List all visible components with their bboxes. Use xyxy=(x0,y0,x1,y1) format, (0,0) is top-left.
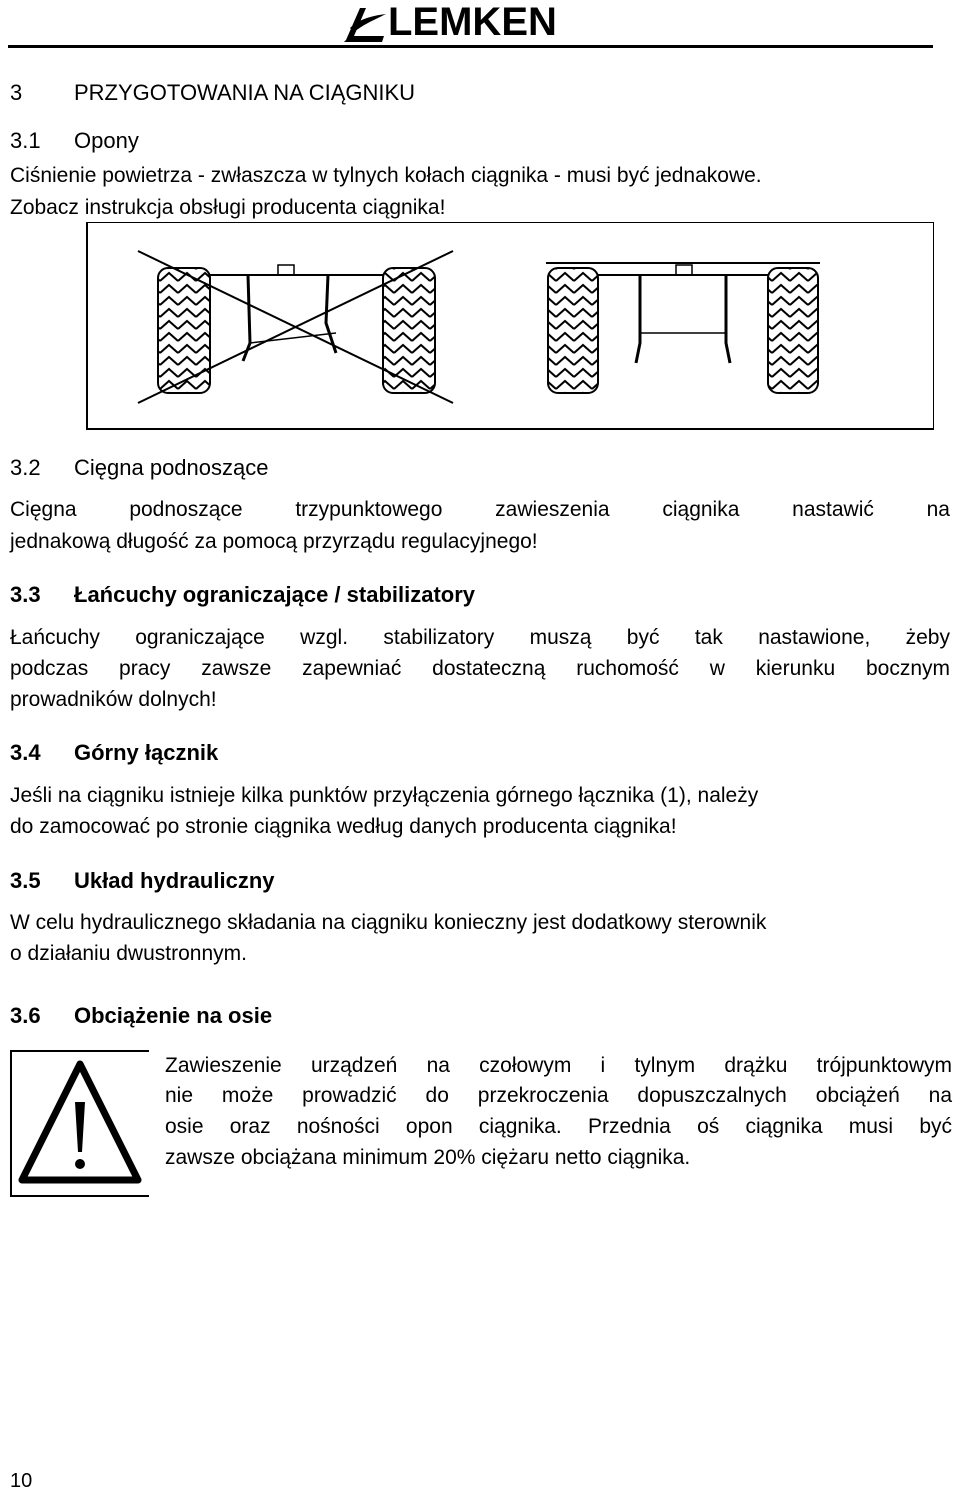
tractor-figure xyxy=(86,222,934,430)
section-3-1-heading: 3.1 Opony xyxy=(10,128,139,153)
incorrect-tractor-wheels-icon xyxy=(88,223,933,428)
warning-triangle-icon xyxy=(12,1052,149,1195)
section-3-4-line-2: do zamocować po stronie ciągnika według danych producenta ciągnika! xyxy=(10,815,677,838)
page-number: 10 xyxy=(10,1470,33,1492)
section-3-1-line-2: Zobacz instrukcja obsługi producenta ciągnika! xyxy=(10,196,446,219)
header-rule xyxy=(8,45,933,48)
section-3-5-heading: 3.5 Układ hydrauliczny xyxy=(10,868,275,893)
section-3-6-line-4: zawsze obciążana minimum 20% ciężaru netto ciągnika. xyxy=(165,1146,691,1169)
brand-name: LEMKEN xyxy=(388,0,557,44)
section-3-3-heading: 3.3 Łańcuchy ograniczające / stabilizatory xyxy=(10,582,476,607)
section-3-2-line-2: jednakową długość za pomocą przyrządu regulacyjnego! xyxy=(10,530,538,553)
section-3-5-line-2: o działaniu dwustronnym. xyxy=(10,942,247,965)
section-3-4-line-1: Jeśli na ciągniku istnieje kilka punktów przyłączenia górnego łącznika (1), należy xyxy=(10,784,759,807)
section-3-6-line-1: Zawieszenie urządzeń na czołowym i tylnym drążku trójpunktowym xyxy=(165,1054,952,1077)
section-3-6-line-3: osie oraz nośności opon ciągnika. Przednia oś ciągnika musi być xyxy=(165,1115,952,1138)
section-3-2-heading: 3.2 Cięgna podnoszące xyxy=(10,455,269,480)
brand-logo xyxy=(340,2,600,46)
section-3-6-heading: 3.6 Obciążenie na osie xyxy=(10,1003,273,1028)
section-3-3-line-3: prowadników dolnych! xyxy=(10,688,217,711)
section-3-6-line-2: nie może prowadzić do przekroczenia dopuszczalnych obciążeń na xyxy=(165,1084,952,1107)
section-3-2-line-1: Cięgna podnoszące trzypunktowego zawieszenia ciągnika nastawić na xyxy=(10,498,950,521)
section-3-1-line-1: Ciśnienie powietrza - zwłaszcza w tylnych kołach ciągnika - musi być jednakowe. xyxy=(10,164,762,187)
lemken-logo-icon xyxy=(340,2,388,46)
section-3-3-line-2: podczas pracy zawsze zapewniać dostateczną ruchomość w kierunku bocznym xyxy=(10,657,950,680)
section-3-4-heading: 3.4 Górny łącznik xyxy=(10,740,219,765)
warning-box xyxy=(10,1050,149,1197)
section-3-3-line-1: Łańcuchy ograniczające wzgl. stabilizatory muszą być tak nastawione, żeby xyxy=(10,626,950,649)
chapter-heading: 3 PRZYGOTOWANIA NA CIĄGNIKU xyxy=(10,80,416,105)
section-3-5-line-1: W celu hydraulicznego składania na ciągniku konieczny jest dodatkowy sterownik xyxy=(10,911,767,934)
